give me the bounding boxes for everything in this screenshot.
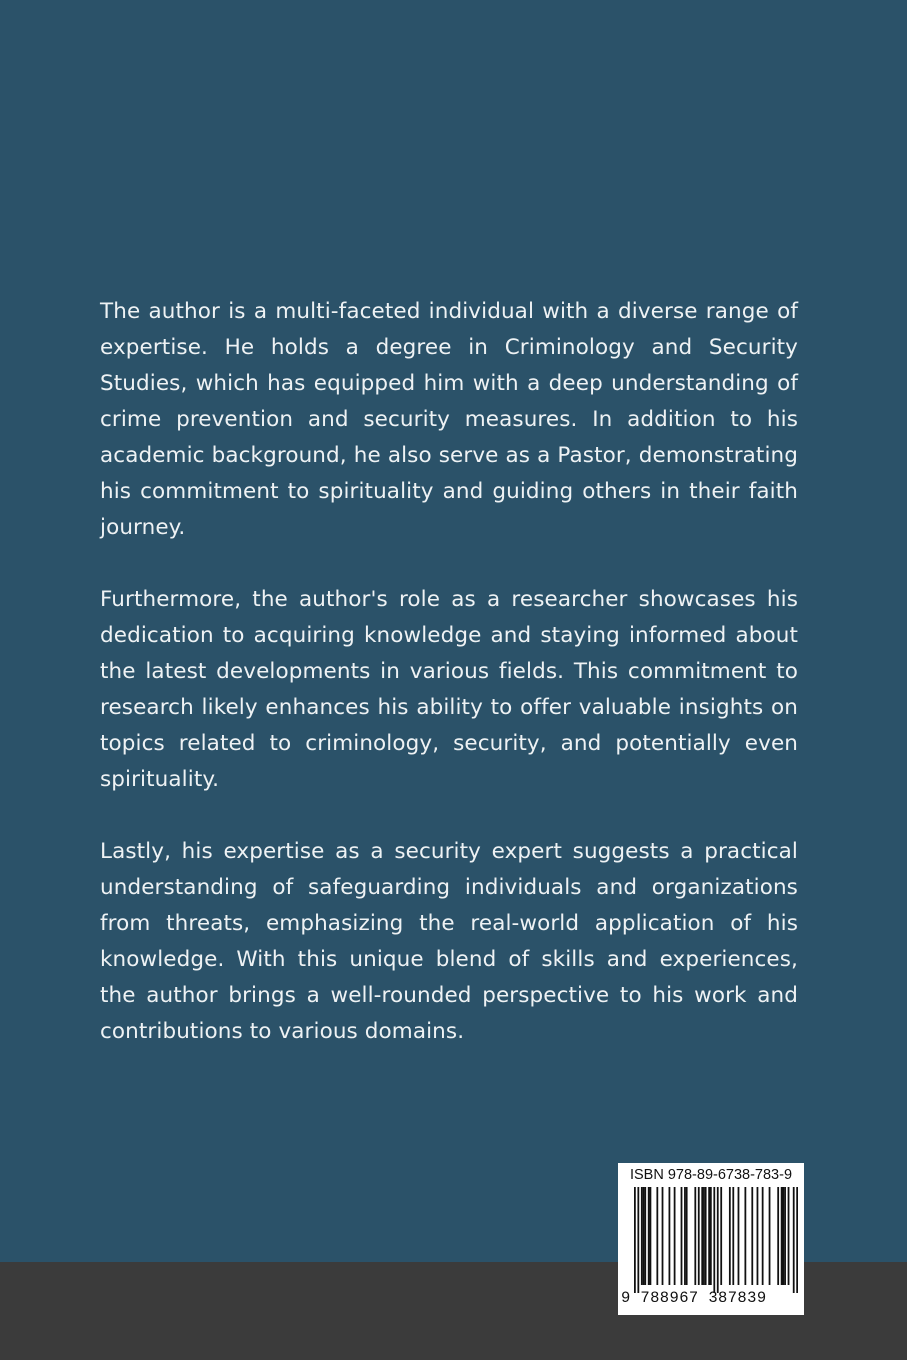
barcode-bars xyxy=(634,1187,798,1293)
barcode-bar xyxy=(681,1187,683,1285)
barcode-bar xyxy=(641,1187,643,1285)
barcode-bar xyxy=(662,1187,664,1285)
barcode-digits: 9 788967 387839 xyxy=(621,1289,767,1307)
barcode-bar xyxy=(686,1187,688,1285)
barcode-bar xyxy=(637,1187,639,1293)
barcode-bar xyxy=(744,1187,746,1285)
barcode-bar xyxy=(782,1187,784,1285)
barcode-bar xyxy=(713,1187,715,1293)
barcode-bar xyxy=(644,1187,646,1285)
barcode-bar xyxy=(738,1187,740,1285)
barcode-bar xyxy=(643,1187,645,1285)
barcode-bar xyxy=(729,1187,731,1285)
isbn-label: ISBN 978-89-6738-783-9 xyxy=(629,1167,793,1183)
author-blurb xyxy=(100,294,798,1050)
barcode-bar xyxy=(684,1187,686,1285)
blurb-paragraph-2: Furthermore, the author's role as a researcher showcases his dedication to acquiring knowledge and staying informed about the latest developments in various fields. This commitment to research likely enhances his ability to offer valuable insights on topics related to criminology, security, and potentially even spirituality. xyxy=(100,587,798,792)
barcode-bar xyxy=(705,1187,707,1285)
barcode-bar xyxy=(751,1187,753,1285)
barcode-bar xyxy=(650,1187,652,1285)
barcode-bar xyxy=(717,1187,719,1293)
isbn-barcode xyxy=(618,1163,804,1315)
barcode-bar xyxy=(634,1187,636,1293)
barcode-bar xyxy=(796,1187,798,1293)
barcode-bar xyxy=(769,1187,771,1285)
barcode-bar xyxy=(656,1187,658,1285)
barcode-bar xyxy=(708,1187,710,1285)
barcode-bar xyxy=(781,1187,783,1285)
barcode-bar xyxy=(703,1187,705,1285)
blurb-paragraph-1: The author is a multi-faceted individual with a diverse range of expertise. He holds a degree in Criminology and Security Studies, which has equipped him with a deep understanding of crime prevention and security measures. In addition to his academic background, he also serve as a Pastor, demonstrating his commitment to spirituality and guiding others in their faith journey. xyxy=(100,299,798,540)
blurb-paragraph-3: Lastly, his expertise as a security expert suggests a practical understanding of safeguarding individuals and organizations from threats, emphasizing the real-world application of his knowledge. With this unique blend of skills and experiences, the author brings a well-rounded perspective to his work and contributions to various domains. xyxy=(100,839,798,1044)
barcode-bar xyxy=(674,1187,676,1285)
barcode-bar xyxy=(788,1187,790,1285)
barcode-bar xyxy=(757,1187,759,1285)
barcode-bar xyxy=(698,1187,700,1285)
barcode-bar xyxy=(701,1187,703,1285)
barcode-bar xyxy=(720,1187,722,1285)
barcode-bar xyxy=(784,1187,786,1285)
barcode-bar xyxy=(777,1187,779,1285)
barcode-bar xyxy=(669,1187,671,1285)
barcode-bar xyxy=(762,1187,764,1285)
barcode-bar xyxy=(694,1187,696,1285)
barcode-bar xyxy=(793,1187,795,1293)
barcode-bar xyxy=(732,1187,734,1285)
barcode-bar xyxy=(648,1187,650,1285)
barcode-bar xyxy=(710,1187,712,1285)
